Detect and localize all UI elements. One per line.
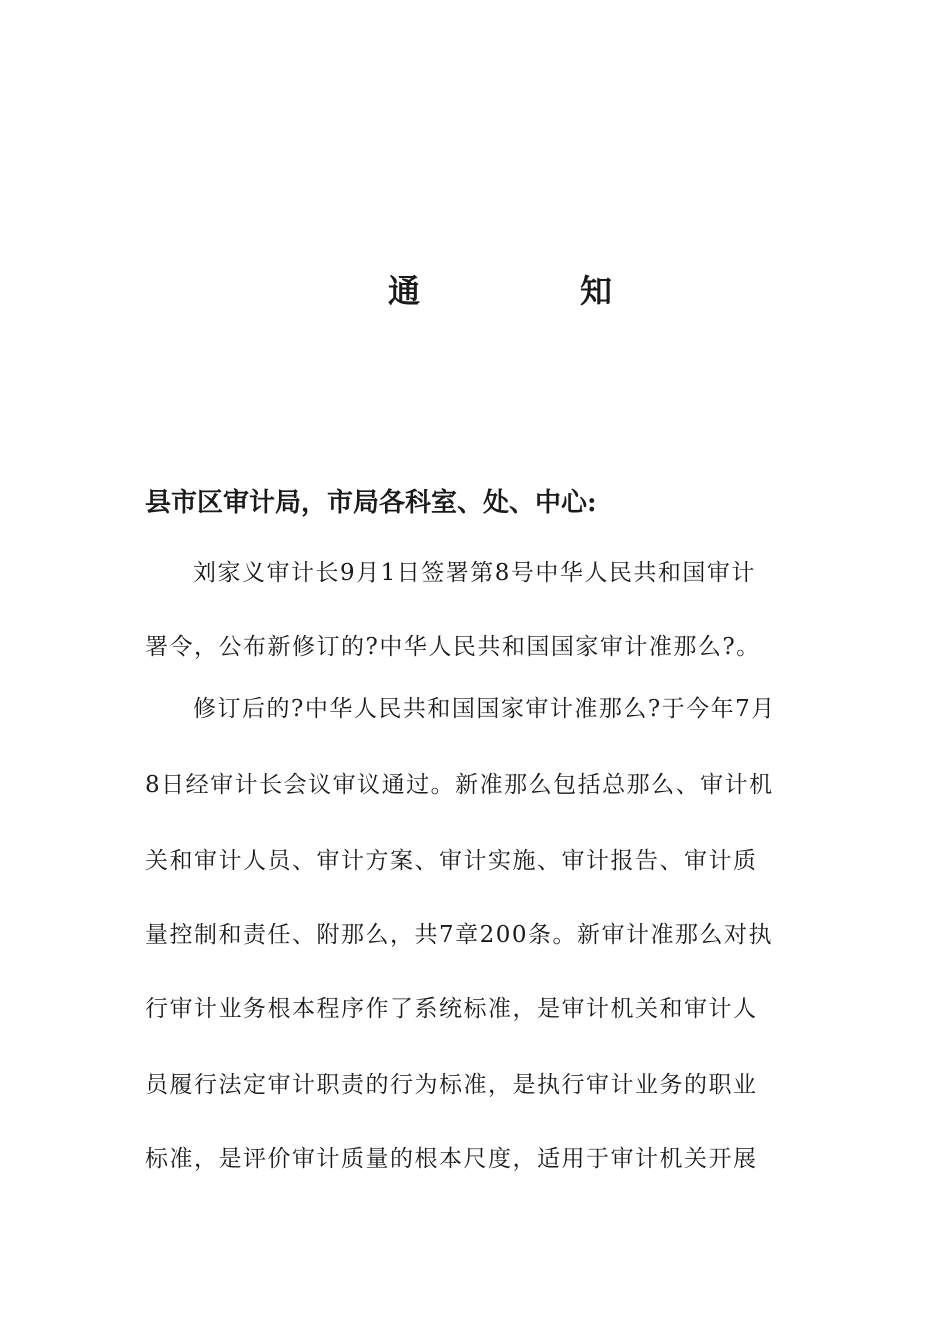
- paragraph-2-line-4: 量控制和责任、附那么，共7章200条。新审计准那么对执: [145, 922, 774, 948]
- paragraph-2-line-5: 行审计业务根本程序作了系统标准，是审计机关和审计人: [145, 996, 758, 1022]
- salutation: 县市区审计局，市局各科室、处、中心:: [145, 488, 597, 518]
- paragraph-1-line-1: 刘家义审计长9月1日签署第8号中华人民共和国审计: [193, 560, 756, 586]
- paragraph-2-line-1: 修订后的?中华人民共和国国家审计准那么?于今年7月: [193, 696, 776, 722]
- paragraph-2-line-2: 8日经审计长会议审议通过。新准那么包括总那么、审计机: [145, 772, 774, 798]
- title-char-2: 知: [580, 272, 613, 310]
- paragraph-2-line-3: 关和审计人员、审计方案、审计实施、审计报告、审计质: [145, 848, 758, 874]
- title-char-1: 通: [388, 272, 421, 310]
- paragraph-2-line-6: 员履行法定审计职责的行为标准，是执行审计业务的职业: [145, 1072, 758, 1098]
- notice-title: [0, 266, 950, 316]
- paragraph-1-line-2: 署令，公布新修订的?中华人民共和国国家审计准那么?。: [145, 634, 761, 660]
- paragraph-2-line-7: 标准，是评价审计质量的根本尺度，适用于审计机关开展: [145, 1146, 758, 1172]
